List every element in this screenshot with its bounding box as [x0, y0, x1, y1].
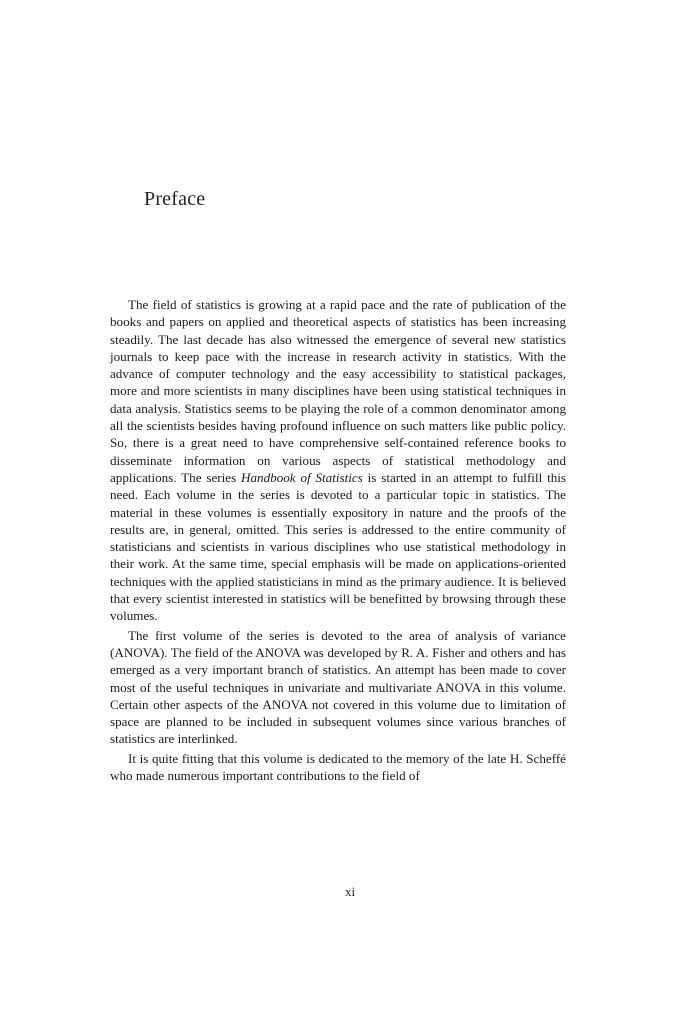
paragraph: The first volume of the series is devoted to the area of analysis of variance (ANOVA). The field of the ANOVA was developed by R. A. Fisher and others and has emerged as a very important branch of statistics. An attempt has been made to cover most of the useful techniques in univariate and multivariate ANOVA in this volume. Certain other aspects of the ANOVA not covered in this volume due to limitation of space are planned to be included in subsequent volumes since various branches of statistics are interlinked. [110, 627, 566, 747]
page-title: Preface [144, 188, 206, 210]
paragraph-text: is started in an attempt to fulfill this need. Each volume in the series is devoted to a particular topic in statistics. The material in these volumes is essentially expository in nature and the proofs of the results are, in general, omitted. This series is addressed to the entire community of statisticians and scientists in various disciplines who use statistical methodology in their work. At the same time, special emphasis will be made on applications-oriented techniques with the applied statisticians in mind as the primary audience. It is believed that every scientist interested in statistics will be benefitted by browsing through these volumes. [110, 469, 566, 624]
preface-body [110, 296, 566, 784]
paragraph-text: The field of statistics is growing at a rapid pace and the rate of publication of the books and papers on applied and theoretical aspects of statistics has been increasing steadily. The last decade has also witnessed the emergence of several new statistics journals to keep pace with the increase in research activity in statistics. With the advance of computer technology and the easy accessibility to statistical packages, more and more scientists in many disciplines have been using statistical techniques in data analysis. Statistics seems to be playing the role of a common denominator among all the scientists besides having profound influence on such matters like public policy. So, there is a great need to have comprehensive self-contained reference books to disseminate information on various aspects of statistical methodology and applications. The series [110, 297, 566, 485]
paragraph [110, 296, 566, 625]
paragraph: It is quite fitting that this volume is dedicated to the memory of the late H. Scheffé who made numerous important contributions to the field of [110, 750, 566, 784]
page-number: xi [344, 884, 356, 899]
series-title: Handbook of Statistics [241, 469, 363, 485]
